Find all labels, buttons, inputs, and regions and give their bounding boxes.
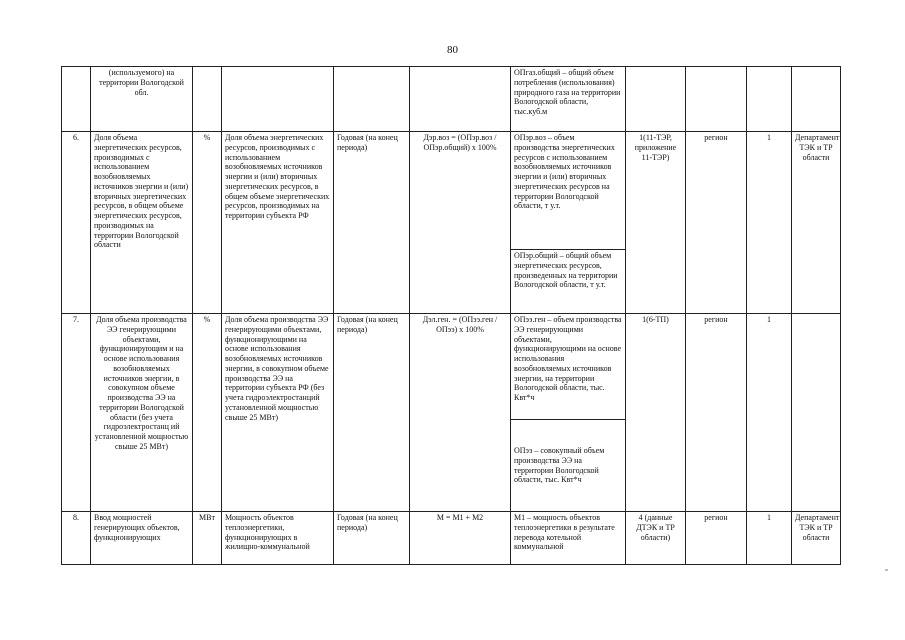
collection-method: 1(6-ТП) xyxy=(626,314,686,512)
unit xyxy=(193,512,222,565)
unit: % xyxy=(193,132,222,314)
periodicity xyxy=(334,67,410,132)
formula-text: М = М1 + М2 xyxy=(436,513,484,522)
page-number: 80 xyxy=(447,44,458,56)
definition: Доля объема энергетических ресурсов, производимых с использованием возобновляемых источников энергии и (или) вторичных энергетических ресурсов, в общем объеме энергетических ресурсов, производимых на территории субъекта РФ xyxy=(222,132,334,314)
collection-method: 1(11-ТЭР, приложение 11-ТЭР) xyxy=(626,132,686,314)
priority: 1 xyxy=(747,314,792,512)
definition xyxy=(222,512,334,565)
formula xyxy=(410,512,511,565)
row-number: 7. xyxy=(62,314,91,512)
basic-indicator: ОПэр.воз – объем производства энергетических ресурсов с использованием возобновляемых источников энергии и (или) вторичных энергетических ресурсов на территории Вологодской области, т у.т. xyxy=(511,132,626,250)
priority xyxy=(747,512,792,565)
priority-text: 1 xyxy=(767,513,771,522)
definition-text: Мощность объектов теплоэнергетики, функционирующих в жилищно-коммунальной xyxy=(225,513,310,552)
level: регион xyxy=(686,314,747,512)
collection-method xyxy=(626,67,686,132)
responsible xyxy=(792,67,841,132)
unit xyxy=(193,67,222,132)
responsible-text: Департамент ТЭК и ТР области xyxy=(795,513,840,542)
indicator-name: Доля объема производства ЭЭ генерирующими объектами, функционирующим и на основе использования возобновляемых источников энергии, в совокупном объеме производства ЭЭ на территории Вологодской области (без учета гидроэлектростанц ий установленной мощностью свыше 25 МВт) xyxy=(91,314,193,512)
priority xyxy=(747,67,792,132)
indicator-name xyxy=(91,512,193,565)
collection-method-text: 4 (данные ДТЭК и ТР области) xyxy=(636,513,675,542)
formula xyxy=(410,67,511,132)
basic-indicator: ОПгаз.общий – общий объем потребления (использования) природного газа на территории Вологодской области, тыс.куб.м xyxy=(511,67,626,132)
definition xyxy=(222,67,334,132)
level: регион xyxy=(686,132,747,314)
row-number xyxy=(62,512,91,565)
row-number xyxy=(62,67,91,132)
periodicity xyxy=(334,512,410,565)
table-row xyxy=(62,314,841,420)
level xyxy=(686,512,747,565)
indicator-name: (используемого) на территории Вологодской обл. xyxy=(91,67,193,132)
indicator-name-text: Ввод мощностей генерирующих объектов, функционирующих xyxy=(94,513,180,542)
table-row xyxy=(62,67,841,132)
indicator-name: Доля объема энергетических ресурсов, производимых с использованием возобновляемых источников энергии и (или) вторичных энергетических ресурсов, в общем объеме энергетических ресурсов, производимых на территории Вологодской области xyxy=(91,132,193,314)
basic-indicator: ОПээ – совокупный объем производства ЭЭ на территории Вологодской области, тыс. Квт*ч xyxy=(511,420,626,512)
level-text: регион xyxy=(704,513,728,522)
basic-indicator-text: М1 – мощность объектов теплоэнергетики в результате перевода котельной коммунальной xyxy=(514,513,615,552)
formula: Дэл.ген. = (ОПээ.ген / ОПээ) х 100% xyxy=(410,314,511,512)
priority: 1 xyxy=(747,132,792,314)
basic-indicator: ОПэр.общий – общий объем энергетических ресурсов, произведенных на территории Вологодской области, т у.т. xyxy=(511,250,626,314)
definition: Доля объема производства ЭЭ генерирующими объектами, функционирующими на основе использования возобновляемых источников энергии, в совокупном объеме производства ЭЭ на территории субъекта РФ (без учета гидроэлектростанций установленной мощностью свыше 25 МВт) xyxy=(222,314,334,512)
unit-text: МВт xyxy=(199,513,215,522)
collection-method xyxy=(626,512,686,565)
responsible xyxy=(792,512,841,565)
periodicity: Годовая (на конец периода) xyxy=(334,314,410,512)
table-row xyxy=(62,132,841,250)
responsible: Департамент ТЭК и ТР области xyxy=(792,132,841,314)
indicators-table xyxy=(61,66,841,565)
basic-indicator xyxy=(511,512,626,565)
row-number: 6. xyxy=(62,132,91,314)
periodicity-text: Годовая (на конец периода) xyxy=(337,513,398,532)
responsible xyxy=(792,314,841,512)
unit: % xyxy=(193,314,222,512)
scan-mark xyxy=(885,569,888,571)
row-number-text: 8. xyxy=(73,513,79,522)
basic-indicator: ОПээ.ген – объем производства ЭЭ генерирующими объектами, функционирующими на основе использования возобновляемых источников энергии, на территории Вологодской области, тыс. Квт*ч xyxy=(511,314,626,420)
level xyxy=(686,67,747,132)
table-row xyxy=(62,512,841,565)
periodicity: Годовая (на конец периода) xyxy=(334,132,410,314)
formula: Дэр.воз = (ОПэр.воз / ОПэр.общий) х 100% xyxy=(410,132,511,314)
